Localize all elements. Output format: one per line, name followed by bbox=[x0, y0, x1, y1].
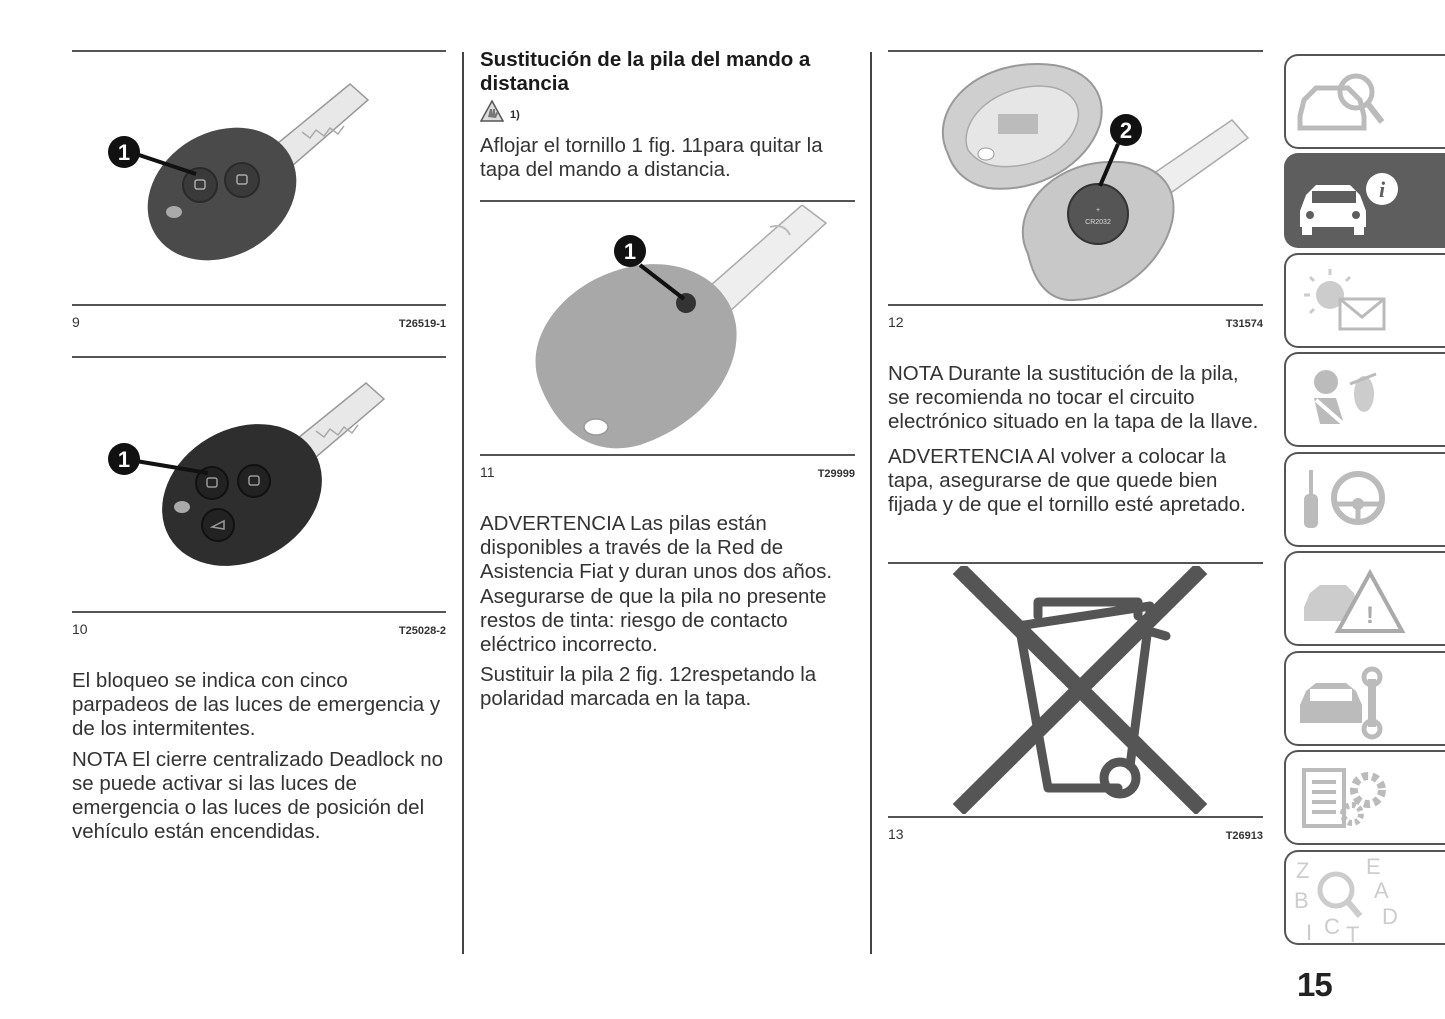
key-ring-hole bbox=[166, 206, 182, 218]
index-letter: B bbox=[1294, 888, 1309, 913]
index-letter: E bbox=[1366, 854, 1381, 879]
key-ring-hole bbox=[584, 419, 608, 435]
figure-11-marker-label: 1 bbox=[623, 239, 637, 264]
figure-12-bottom-rule bbox=[888, 304, 1263, 306]
column-2 bbox=[480, 0, 855, 1019]
key-steering-wheel-icon bbox=[1286, 454, 1445, 549]
car-magnifier-icon bbox=[1286, 56, 1445, 151]
figure-9-code: T26519-1 bbox=[398, 318, 446, 330]
tab-datos-tecnicos[interactable] bbox=[1284, 750, 1445, 845]
paragraph-advertencia-pilas: ADVERTENCIA Las pilas están disponibles a través de la Red de Asistencia Fiat y duran unos dos años. Asegurarse de que la pila no presente restos de tinta: riesgo de contacto eléctrico incorrecto. bbox=[480, 512, 833, 657]
tab-conocimiento-vehiculo[interactable] bbox=[1284, 54, 1445, 149]
tab-arranque-conduccion[interactable] bbox=[1284, 452, 1445, 547]
svg-text:CR2032: CR2032 bbox=[1085, 219, 1111, 226]
airbag-seat-icon bbox=[1286, 354, 1445, 449]
figure-13-number: 13 bbox=[888, 826, 904, 842]
warning-hand-icon bbox=[480, 99, 504, 123]
paragraph-aflojar-tornillo: Aflojar el tornillo 1 fig. 11para quitar la tapa del mando a distancia. bbox=[480, 134, 823, 182]
paragraph-advertencia-tapa: ADVERTENCIA Al volver a colocar la tapa, asegurarse de que quede bien fijada y de que el tornillo esté apretado. bbox=[888, 444, 1246, 517]
tab-seguridad-info[interactable] bbox=[1284, 153, 1445, 248]
index-letter: C bbox=[1324, 914, 1340, 939]
lights-message-icon bbox=[1286, 255, 1445, 350]
tab-seguridad-airbag[interactable] bbox=[1284, 352, 1445, 447]
index-letter: I bbox=[1306, 920, 1313, 945]
figure-12-key-image bbox=[888, 54, 1263, 302]
key-battery bbox=[1068, 184, 1128, 244]
figure-9-top-rule bbox=[72, 50, 446, 52]
tab-emergencia[interactable] bbox=[1284, 551, 1445, 646]
tab-luces-mensajes[interactable] bbox=[1284, 253, 1445, 348]
key-button-unlock bbox=[238, 465, 270, 497]
column-divider-1 bbox=[462, 52, 464, 954]
figure-11-number: 11 bbox=[480, 464, 495, 480]
column-1-text bbox=[72, 669, 446, 850]
paragraph-nota-circuito: NOTA Durante la sustitución de la pila, se recomienda no tocar el circuito electrónico situado en la tapa de la llave. bbox=[888, 362, 1259, 434]
paragraph-sustituir-pila: Sustituir la pila 2 fig. 12respetando la polaridad marcada en la tapa. bbox=[480, 663, 817, 711]
paragraph-bloqueo: El bloqueo se indica con cinco parpadeos de las luces de emergencia y de los intermitentes. bbox=[72, 669, 441, 741]
figure-9-key-image bbox=[72, 70, 446, 290]
figure-10-top-rule bbox=[72, 356, 446, 358]
column-1 bbox=[72, 0, 446, 1019]
paragraph-nota-deadlock: NOTA El cierre centralizado Deadlock no se puede activar si las luces de emergencia o las luces de posición del vehículo están encendidas. bbox=[72, 747, 444, 844]
index-letter: T bbox=[1346, 922, 1360, 947]
figure-9-marker-label: 1 bbox=[117, 140, 131, 165]
page-number: 15 bbox=[1297, 966, 1332, 1003]
key-cover bbox=[536, 264, 737, 448]
key-ring-hole bbox=[174, 501, 190, 513]
figure-10-number: 10 bbox=[72, 621, 88, 637]
figure-9-number: 9 bbox=[72, 314, 80, 330]
svg-text:i: i bbox=[1378, 177, 1386, 202]
alphabet-index-icon bbox=[1286, 852, 1445, 947]
warning-reference-number: 1) bbox=[510, 109, 520, 121]
figure-12-marker-label: 2 bbox=[1119, 118, 1133, 143]
figure-11-top-rule bbox=[480, 200, 855, 202]
cross-out-lines bbox=[964, 574, 1196, 804]
figure-10-marker-label: 1 bbox=[117, 447, 131, 472]
figure-11-code: T29999 bbox=[817, 468, 855, 480]
figure-13-top-rule bbox=[888, 562, 1263, 564]
tab-indice-alfabetico[interactable] bbox=[1284, 850, 1445, 945]
key-button-trunk bbox=[202, 509, 234, 541]
figure-10-code: T25028-2 bbox=[398, 625, 446, 637]
key-button-unlock bbox=[225, 163, 259, 197]
car-warning-triangle-icon bbox=[1286, 553, 1445, 648]
figure-9-bottom-rule bbox=[72, 304, 446, 306]
section-heading: Sustitución de la pila del mando a distancia bbox=[480, 48, 811, 95]
specs-gear-icon bbox=[1286, 752, 1445, 847]
figure-11-key-image bbox=[480, 205, 855, 450]
car-info-icon bbox=[1286, 155, 1445, 250]
figure-12-code: T31574 bbox=[1225, 318, 1263, 330]
tab-mantenimiento[interactable] bbox=[1284, 651, 1445, 746]
figure-13-crossed-bin-image bbox=[888, 566, 1263, 814]
column-divider-2 bbox=[870, 52, 872, 954]
index-letter: A bbox=[1374, 878, 1389, 903]
column-2-intro bbox=[480, 134, 855, 188]
figure-10-bottom-rule bbox=[72, 611, 446, 613]
column-2-text bbox=[480, 512, 855, 718]
index-letter: Z bbox=[1296, 858, 1310, 883]
column-3-text bbox=[888, 362, 1263, 523]
key-body bbox=[123, 101, 320, 286]
car-wrench-icon bbox=[1286, 653, 1445, 748]
figure-12-top-rule bbox=[888, 50, 1263, 52]
figure-11-bottom-rule bbox=[480, 454, 855, 456]
figure-10-key-image bbox=[72, 375, 446, 595]
figure-12-number: 12 bbox=[888, 314, 904, 330]
column-3 bbox=[888, 0, 1263, 1019]
figure-13-bottom-rule bbox=[888, 816, 1263, 818]
figure-13-code: T26913 bbox=[1225, 830, 1263, 842]
index-letter: D bbox=[1382, 904, 1398, 929]
svg-text:!: ! bbox=[1366, 602, 1374, 629]
svg-text:+: + bbox=[1095, 207, 1101, 214]
warning-reference bbox=[480, 98, 520, 124]
